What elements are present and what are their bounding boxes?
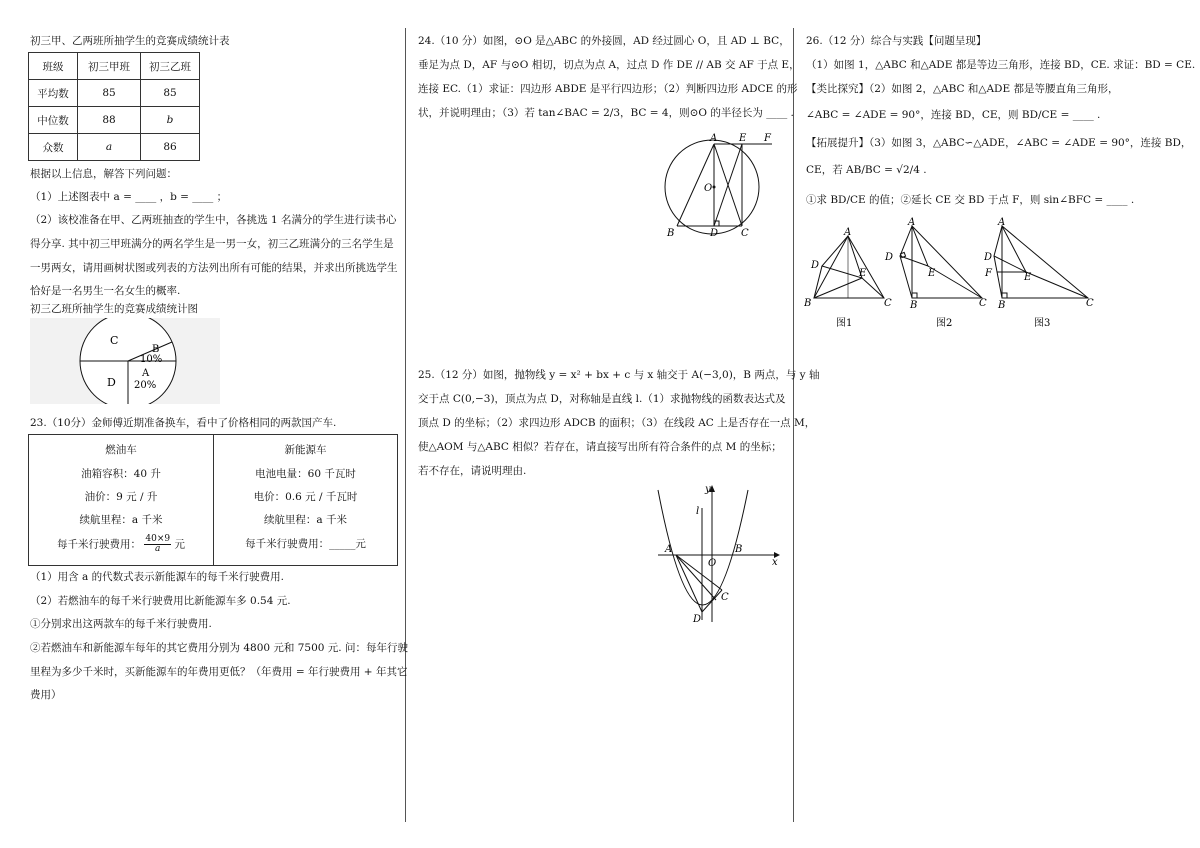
question-24-line: 24.（10 分）如图，⊙O 是△ABC 的外接圆，AD 经过圆心 O，且 AD ⊥ BC， bbox=[418, 35, 790, 47]
fuel-car-panel bbox=[29, 435, 214, 565]
pie-label-c: C bbox=[110, 334, 119, 347]
figure-26-1-caption: 图1 bbox=[836, 318, 853, 329]
table-row bbox=[29, 107, 200, 134]
table-header-cell: 初三乙班 bbox=[141, 53, 200, 80]
figure-25-label-d: D bbox=[693, 614, 702, 625]
question-23-line: ①分别求出这两款车的每千米行驶费用. bbox=[30, 618, 212, 630]
figure-26-1-label-e: E bbox=[859, 268, 867, 279]
question-23-line: （2）若燃油车的每千米行驶费用比新能源车多 0.54 元. bbox=[30, 595, 291, 607]
figure-24-label-f: F bbox=[764, 133, 771, 144]
car-comparison-box bbox=[28, 434, 398, 566]
figure-26-2-label-a: A bbox=[908, 217, 916, 228]
question-23-line: 里程为多少千米时，买新能源车的年费用更低？（年费用 = 年行驶费用 + 年其它 bbox=[30, 666, 408, 678]
question-24-line: 垂足为点 D，AF 与⊙O 相切，切点为点 A，过点 D 作 DE // AB 交 AF 于点 E， bbox=[418, 59, 800, 71]
figure-25-label-y: y bbox=[705, 484, 711, 495]
question-26-line: 26.（12 分）综合与实践【问题呈现】 bbox=[806, 35, 987, 47]
table-header-cell: 初三甲班 bbox=[78, 53, 141, 80]
question-24-line: 状，并说明理由；（3）若 tan∠BAC = 2/3，BC = 4，则⊙O 的半径长为 ____ . bbox=[418, 107, 794, 119]
table-cell: 中位数 bbox=[29, 107, 78, 134]
question-22-part2-line: 得分享. 其中初三甲班满分的两名学生是一男一女，初三乙班满分的三名学生是 bbox=[30, 238, 394, 250]
fuel-car-tank: 油箱容积：40 升 bbox=[81, 468, 161, 480]
question-25-line: 使△AOM 与△ABC 相似？若存在，请直接写出所有符合条件的点 M 的坐标； bbox=[418, 441, 782, 453]
figure-24-label-o: O bbox=[704, 183, 713, 194]
table-cell: 88 bbox=[78, 107, 141, 134]
question-26-line: 【类比探究】（2）如图 2，△ABC 和△ADE 都是等腰直角三角形， bbox=[806, 83, 1119, 95]
ev-car-name: 新能源车 bbox=[284, 444, 327, 456]
figure-26-2-label-b: B bbox=[910, 300, 918, 311]
figure-24-label-e: E bbox=[739, 133, 747, 144]
table-row bbox=[29, 80, 200, 107]
figure-24-label-d: D bbox=[710, 228, 719, 239]
ev-car-panel bbox=[214, 435, 397, 565]
table-cell: b bbox=[141, 107, 200, 134]
figure-25-parabola bbox=[656, 480, 782, 626]
pie-label-a: A bbox=[142, 368, 150, 379]
question-23-line: 费用） bbox=[30, 689, 62, 701]
table-title: 初三甲、乙两班所抽学生的竞赛成绩统计表 bbox=[30, 35, 230, 47]
figure-26-2-label-e: E bbox=[928, 268, 936, 279]
table-cell: 85 bbox=[78, 80, 141, 107]
table-cell: 86 bbox=[141, 134, 200, 161]
fuel-car-cost bbox=[29, 535, 213, 554]
question-26-line: ①求 BD/CE 的值；②延长 CE 交 BD 于点 F，则 sin∠BFC = ____ . bbox=[806, 194, 1135, 206]
figure-26-3-caption: 图3 bbox=[1034, 318, 1051, 329]
question-24-line: 连接 EC.（1）求证：四边形 ABDE 是平行四边形；（2）判断四边形 ADCE 的形 bbox=[418, 83, 798, 95]
figure-26-3 bbox=[984, 216, 1098, 330]
question-23-line: ②若燃油车和新能源车每年的其它费用分别为 4800 元和 7500 元. 问：每年行驶 bbox=[30, 642, 408, 654]
fuel-car-range: 续航里程：a 千米 bbox=[79, 514, 163, 526]
question-25-line: 25.（12 分）如图，抛物线 y = x² + bx + c 与 x 轴交于 A(−3,0)，B 两点，与 y 轴 bbox=[418, 369, 820, 381]
figure-26-3-label-c: C bbox=[1086, 298, 1094, 309]
question-22-part1: （1）上述图表中 a = ____ ，b = ____ ； bbox=[30, 191, 228, 203]
ev-car-price: 电价：0.6 元 / 千瓦时 bbox=[253, 491, 358, 503]
figure-26-2-label-c: C bbox=[979, 298, 987, 309]
score-stats-table bbox=[28, 52, 200, 161]
table-cell: 众数 bbox=[29, 134, 78, 161]
pie-label-b-percent: 10% bbox=[140, 354, 163, 365]
ev-car-cost: 每千米行驶费用：_____元 bbox=[245, 538, 366, 550]
figure-25-label-o: O bbox=[708, 558, 717, 569]
question-26-line: CE，若 AB/BC = √2/4 . bbox=[806, 164, 927, 176]
table-cell: 85 bbox=[141, 80, 200, 107]
figure-26-2-caption: 图2 bbox=[936, 318, 953, 329]
question-25-line: 交于点 C(0,−3)，顶点为点 D，对称轴是直线 l.（1）求抛物线的函数表达式及 bbox=[418, 393, 786, 405]
figure-26-2 bbox=[882, 216, 993, 330]
fraction-denominator: a bbox=[155, 544, 161, 554]
question-26-line: ∠ABC = ∠ADE = 90°，连接 BD，CE，则 BD/CE = ____ . bbox=[806, 109, 1101, 121]
figure-24-label-b: B bbox=[667, 228, 675, 239]
figure-25-label-x: x bbox=[772, 557, 778, 568]
figure-24-circle bbox=[664, 132, 794, 240]
figure-25-label-a: A bbox=[665, 544, 673, 555]
figure-26-1-label-d: D bbox=[811, 260, 820, 271]
figure-26-3-label-f: F bbox=[985, 268, 992, 279]
table-header-cell: 班级 bbox=[29, 53, 78, 80]
table-row bbox=[29, 134, 200, 161]
figure-26-1-label-b: B bbox=[804, 298, 812, 309]
ev-car-range: 续航里程：a 千米 bbox=[263, 514, 348, 526]
table-cell: a bbox=[78, 134, 141, 161]
question-22-part2-line: （2）该校准备在甲、乙两班抽查的学生中，各挑选 1 名满分的学生进行读书心 bbox=[30, 214, 397, 226]
fuel-car-name: 燃油车 bbox=[105, 444, 137, 456]
figure-26-3-label-b: B bbox=[998, 300, 1006, 311]
pie-chart-figure bbox=[30, 318, 220, 404]
figure-26-1-label-c: C bbox=[884, 298, 892, 309]
fuel-car-cost-label: 每千米行驶费用： bbox=[57, 538, 142, 551]
question-23-title: 23.（10分）金师傅近期准备换车，看中了价格相同的两款国产车. bbox=[30, 417, 337, 429]
figure-26-3-label-d: D bbox=[984, 252, 993, 263]
pie-label-a-percent: 20% bbox=[134, 380, 157, 391]
table-cell: 平均数 bbox=[29, 80, 78, 107]
question-25-line: 顶点 D 的坐标；（2）求四边形 ADCB 的面积；（3）在线段 AC 上是否存在一点 M， bbox=[418, 417, 816, 429]
pie-chart-title: 初三乙班所抽学生的竞赛成绩统计图 bbox=[30, 303, 198, 315]
fuel-car-price: 油价：9 元 / 升 bbox=[84, 491, 158, 503]
pie-label-b: B bbox=[152, 344, 160, 355]
fraction-numerator: 40×9 bbox=[145, 534, 171, 544]
pie-label-d: D bbox=[107, 376, 116, 389]
figure-25-label-c: C bbox=[721, 592, 729, 603]
ev-car-battery: 电池电量：60 千瓦时 bbox=[255, 468, 356, 480]
figure-26-1-label-a: A bbox=[844, 227, 852, 238]
figure-25-label-l: l bbox=[696, 506, 700, 517]
intro-text: 根据以上信息，解答下列问题： bbox=[30, 168, 177, 180]
question-25-line: 若不存在，请说明理由. bbox=[418, 465, 527, 477]
figure-24-label-c: C bbox=[741, 228, 749, 239]
question-26-line: 【拓展提升】（3）如图 3，△ABC∽△ADE，∠ABC = ∠ADE = 90°，连接 BD， bbox=[806, 137, 1192, 149]
question-22-part2-line: 一男两女，请用画树状图或列表的方法列出所有可能的结果，并求出所挑选学生 bbox=[30, 262, 398, 274]
figure-25-label-b: B bbox=[735, 544, 743, 555]
question-26-line: （1）如图 1，△ABC 和△ADE 都是等边三角形，连接 BD，CE. 求证：BD = CE. bbox=[806, 59, 1196, 71]
question-22-part2-line: 恰好是一名男生一名女生的概率. bbox=[30, 285, 181, 297]
figure-24-label-a: A bbox=[710, 133, 718, 144]
fuel-car-cost-unit: 元 bbox=[174, 538, 185, 551]
fuel-car-cost-fraction bbox=[144, 535, 171, 554]
figure-26-2-label-d: D bbox=[885, 252, 894, 263]
figure-26-3-label-e: E bbox=[1024, 272, 1032, 283]
column-divider-1 bbox=[405, 28, 406, 822]
figure-26-3-label-a: A bbox=[998, 217, 1006, 228]
question-23-line: （1）用含 a 的代数式表示新能源车的每千米行驶费用. bbox=[30, 571, 284, 583]
